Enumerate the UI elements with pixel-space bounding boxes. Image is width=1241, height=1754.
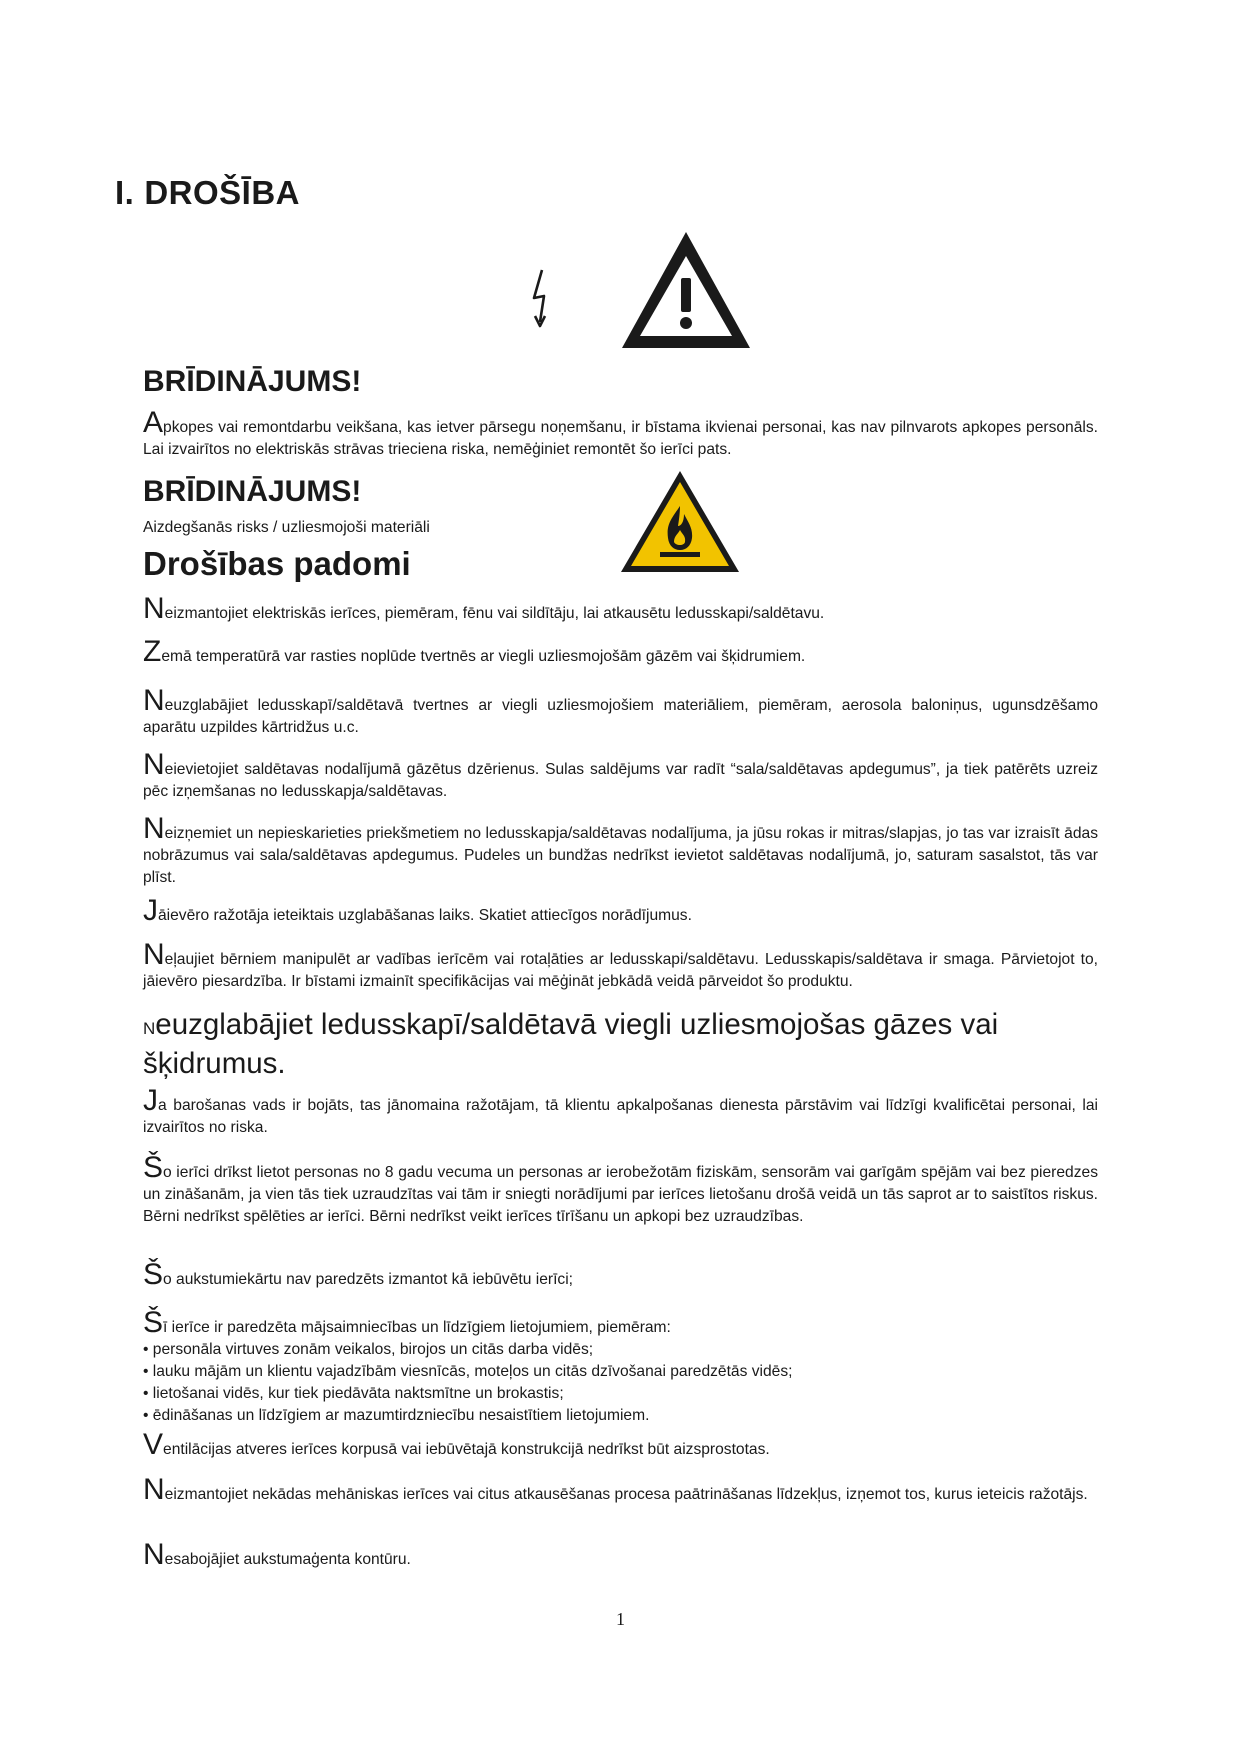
- tip-paragraph: [143, 812, 1098, 889]
- page-number: 1: [616, 1609, 625, 1629]
- usage-list: [143, 1339, 1098, 1427]
- warning-text-1: pkopes vai remontdarbu veikšana, kas ietver pārsegu noņemšanu, ir bīstama ikvienai personai, kas nav pilnvarots apkopes personāls. Lai izvairītos no elektriskās strāvas trieciena riska, nemēģiniet remontēt šo ierīci pats.: [143, 419, 1098, 458]
- tip-paragraph: [143, 635, 1098, 668]
- tip-paragraph: [143, 1151, 1098, 1228]
- tip-text: o aukstumiekārtu nav paredzēts izmantot kā iebūvētu ierīci;: [163, 1271, 573, 1288]
- tip-text: a barošanas vads ir bojāts, tas jānomaina ražotājam, tā klientu apkalpošanas dienesta pārstāvim vai līdzīgi kvalificētai personai, lai izvairītos no riska.: [143, 1097, 1098, 1136]
- warning-heading-1: BRĪDINĀJUMS!: [143, 365, 362, 398]
- drop-cap: Š: [143, 1151, 164, 1184]
- drop-cap: N: [143, 592, 165, 625]
- tip-paragraph: [143, 1258, 1098, 1291]
- drop-cap: Š: [143, 1258, 164, 1291]
- drop-cap: J: [143, 1084, 158, 1117]
- warning-heading-2: BRĪDINĀJUMS!: [143, 475, 362, 508]
- flammable-risk-subtitle: Aizdegšanās risks / uzliesmojoši materiāli: [143, 519, 430, 536]
- tip-text: ī ierīce ir paredzēta mājsaimniecības un līdzīgiem lietojumiem, piemēram:: [163, 1319, 671, 1336]
- drop-cap: N: [143, 748, 165, 781]
- drop-cap: N: [143, 938, 165, 971]
- warning-triangle-icon: [618, 228, 754, 354]
- tip-text: eļaujiet bērniem manipulēt ar vadības ierīcēm vai rotaļāties ar ledusskapi/saldētavu. Ledusskapis/saldētava ir smaga. Pārvietojot to, jāievēro piesardzība. Ir bīstami izmainīt specifikācijas vai mēģināt jebkādā veidā pārveidot šo produktu.: [143, 951, 1098, 990]
- drop-cap: Š: [143, 1306, 164, 1339]
- lightning-bolt-icon: [528, 268, 552, 332]
- tip-text: entilācijas atveres ierīces korpusā vai iebūvētajā konstrukcijā nedrīkst būt aizsprostotas.: [163, 1441, 770, 1458]
- tip-text: esabojājiet aukstumaģenta kontūru.: [164, 1551, 411, 1568]
- drop-cap: N: [143, 1019, 156, 1038]
- tip-text: euzglabājiet ledusskapī/saldētavā viegli uzliesmojošas gāzes vai šķidrumus.: [143, 1008, 999, 1080]
- drop-cap: N: [143, 1473, 165, 1506]
- tip-paragraph: [143, 592, 1098, 625]
- tip-text: emā temperatūrā var rasties noplūde tvertnēs ar viegli uzliesmojošām gāzēm vai šķidrumiem.: [161, 648, 806, 665]
- drop-cap: V: [143, 1428, 164, 1461]
- tip-paragraph: [143, 938, 1098, 993]
- tip-paragraph-large: [143, 1007, 1108, 1081]
- warning-paragraph-1: [143, 406, 1098, 461]
- tip-text: āievēro ražotāja ieteiktais uzglabāšanas laiks. Skatiet attiecīgos norādījumus.: [158, 907, 692, 924]
- tip-text: eizņemiet un nepieskarieties priekšmetiem no ledusskapja/saldētavas nodalījuma, ja jūsu rokas ir mitras/slapjas, jo tas var izraisīt ādas nobrāzumus vai sala/saldētavas apdegumus. Pudeles un bundžas nedrīkst ievietot saldētavas nodalījumā, jo, saturam sasalstot, tās var plīst.: [143, 825, 1098, 886]
- safety-tips-heading: Drošības padomi: [143, 545, 411, 582]
- tip-text: eizmantojiet elektriskās ierīces, piemēram, fēnu vai sildītāju, lai atkausētu ledusskapi/saldētavu.: [164, 605, 825, 622]
- list-item: • personāla virtuves zonām veikalos, birojos un citās darba vidēs;: [143, 1339, 1098, 1361]
- drop-cap: N: [143, 812, 165, 845]
- drop-cap: J: [143, 894, 158, 927]
- section-title: [115, 174, 300, 212]
- tip-text: euzglabājiet ledusskapī/saldētavā tvertnes ar viegli uzliesmojošiem materiāliem, piemēram, aerosola baloniņus, ugunsdzēšamo aparātu uzpildes kārtridžus u.c.: [143, 697, 1098, 736]
- drop-cap: Z: [143, 635, 162, 668]
- section-title-text: DROŠĪBA: [144, 174, 301, 211]
- tip-paragraph: [143, 684, 1098, 739]
- tip-text: o ierīci drīkst lietot personas no 8 gadu vecuma un personas ar ierobežotām fiziskām, sensorām vai garīgām spējām vai bez pieredzes un zināšanām, ja vien tās tiek uzraudzītas vai tām ir sniegti norādījumi par ierīces lietošanu drošā veidā un tās saprot ar to saistītos riskus. Bērni nedrīkst spēlēties ar ierīci. Bērni nedrīkst veikt ierīces tīrīšanu un apkopi bez uzraudzības.: [143, 1164, 1098, 1225]
- tip-paragraph: [143, 1306, 1098, 1427]
- tip-paragraph: [143, 1428, 1098, 1461]
- tip-paragraph: [143, 894, 1098, 927]
- tip-paragraph: [143, 1084, 1098, 1139]
- tip-paragraph: [143, 1538, 1098, 1571]
- tip-paragraph: [143, 1473, 1098, 1506]
- flammable-warning-icon: [618, 468, 742, 576]
- list-item: • lietošanai vidēs, kur tiek piedāvāta naktsmītne un brokastis;: [143, 1383, 1098, 1405]
- list-item: • lauku mājām un klientu vajadzībām viesnīcās, moteļos un citās dzīvošanai paredzētās vidēs;: [143, 1361, 1098, 1383]
- drop-cap: N: [143, 684, 165, 717]
- drop-cap: N: [143, 1538, 165, 1571]
- tip-text: eievietojiet saldētavas nodalījumā gāzētus dzērienus. Sulas saldējums var radīt “sala/saldētavas apdegumus”, ja tiek patērēts uzreiz pēc izņemšanas no ledusskapja/saldētavas.: [143, 761, 1098, 800]
- section-number: I.: [115, 174, 135, 211]
- tip-paragraph: [143, 748, 1098, 803]
- list-item: • ēdināšanas un līdzīgiem ar mazumtirdzniecību nesaistītiem lietojumiem.: [143, 1405, 1098, 1427]
- drop-cap: A: [143, 406, 164, 439]
- tip-text: eizmantojiet nekādas mehāniskas ierīces vai citus atkausēšanas procesa paātrināšanas līdzekļus, izņemot tos, kurus ieteicis ražotājs.: [164, 1486, 1088, 1503]
